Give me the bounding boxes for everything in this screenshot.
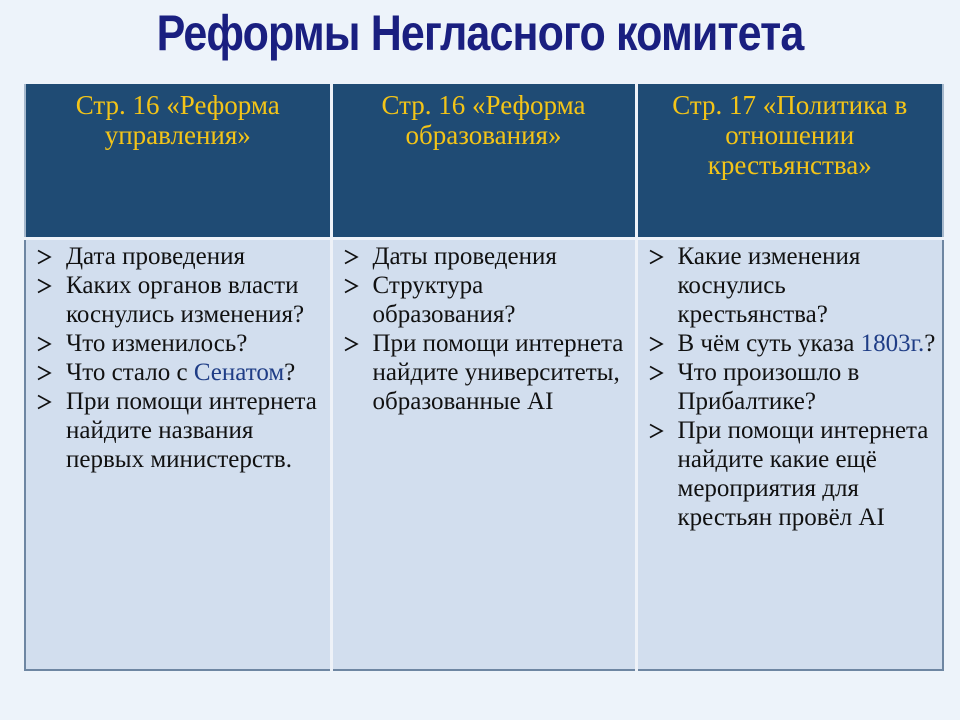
header-cell-management-reform: Стр. 16 «Реформа управления» — [25, 84, 331, 239]
arrow-bullet-icon — [343, 249, 359, 265]
senate-link[interactable]: Сенатом — [193, 359, 285, 386]
list-item — [341, 329, 629, 416]
list-item — [34, 387, 324, 474]
list-item-text: Дата проведения — [66, 243, 245, 270]
arrow-bullet-icon — [343, 278, 359, 294]
list-item — [34, 271, 324, 329]
arrow-bullet-icon — [36, 394, 52, 410]
arrow-bullet-icon — [648, 365, 664, 381]
list-item-text: При помощи интернета найдите какие ещё мероприятия для крестьян провёл АI — [677, 417, 929, 531]
list-item — [646, 329, 937, 358]
arrow-bullet-icon — [648, 423, 664, 439]
list-item-text: Структура образования? — [372, 272, 516, 328]
list-item-text: Какие изменения коснулись крестьянства? — [677, 243, 861, 328]
arrow-bullet-icon — [648, 249, 664, 265]
cell-education-reform — [331, 239, 636, 671]
list-item — [341, 242, 629, 271]
arrow-bullet-icon — [36, 365, 52, 381]
list-item — [646, 416, 937, 532]
arrow-bullet-icon — [343, 336, 359, 352]
list-item — [34, 242, 324, 271]
question-list — [34, 242, 324, 474]
list-item — [646, 242, 937, 329]
list-item-text: Что стало с — [66, 359, 194, 386]
arrow-bullet-icon — [36, 278, 52, 294]
list-item-text-suffix: ? — [284, 359, 296, 386]
list-item-text: Что изменилось? — [66, 330, 248, 357]
header-cell-education-reform: Стр. 16 «Реформа образования» — [331, 84, 636, 239]
reforms-table — [24, 84, 944, 671]
list-item-text: При помощи интернета найдите названия первых министерств. — [66, 388, 317, 473]
list-item-text: Что произошло в Прибалтике? — [677, 359, 860, 415]
list-item-text: Каких органов власти коснулись изменения? — [66, 272, 305, 328]
list-item — [646, 358, 937, 416]
header-cell-peasant-policy: Стр. 17 «Политика в отношении крестьянства» — [636, 84, 943, 239]
question-list — [341, 242, 629, 416]
list-item — [341, 271, 629, 329]
list-item — [34, 329, 324, 358]
question-list — [646, 242, 937, 532]
list-item-text: Даты проведения — [372, 243, 557, 270]
decree-1803-link[interactable]: 1803г. — [860, 330, 925, 357]
table-body-row — [25, 239, 943, 671]
list-item-text: При помощи интернета найдите университеты, образованные АI — [372, 330, 624, 415]
cell-management-reform — [25, 239, 331, 671]
arrow-bullet-icon — [36, 336, 52, 352]
list-item-text-suffix: ? — [924, 330, 936, 357]
arrow-bullet-icon — [648, 336, 664, 352]
table-header-row — [25, 84, 943, 239]
slide-title: Реформы Негласного комитета — [156, 5, 804, 61]
list-item — [34, 358, 324, 387]
cell-peasant-policy — [636, 239, 943, 671]
list-item-text: В чём суть указа — [677, 330, 861, 357]
arrow-bullet-icon — [36, 249, 52, 265]
